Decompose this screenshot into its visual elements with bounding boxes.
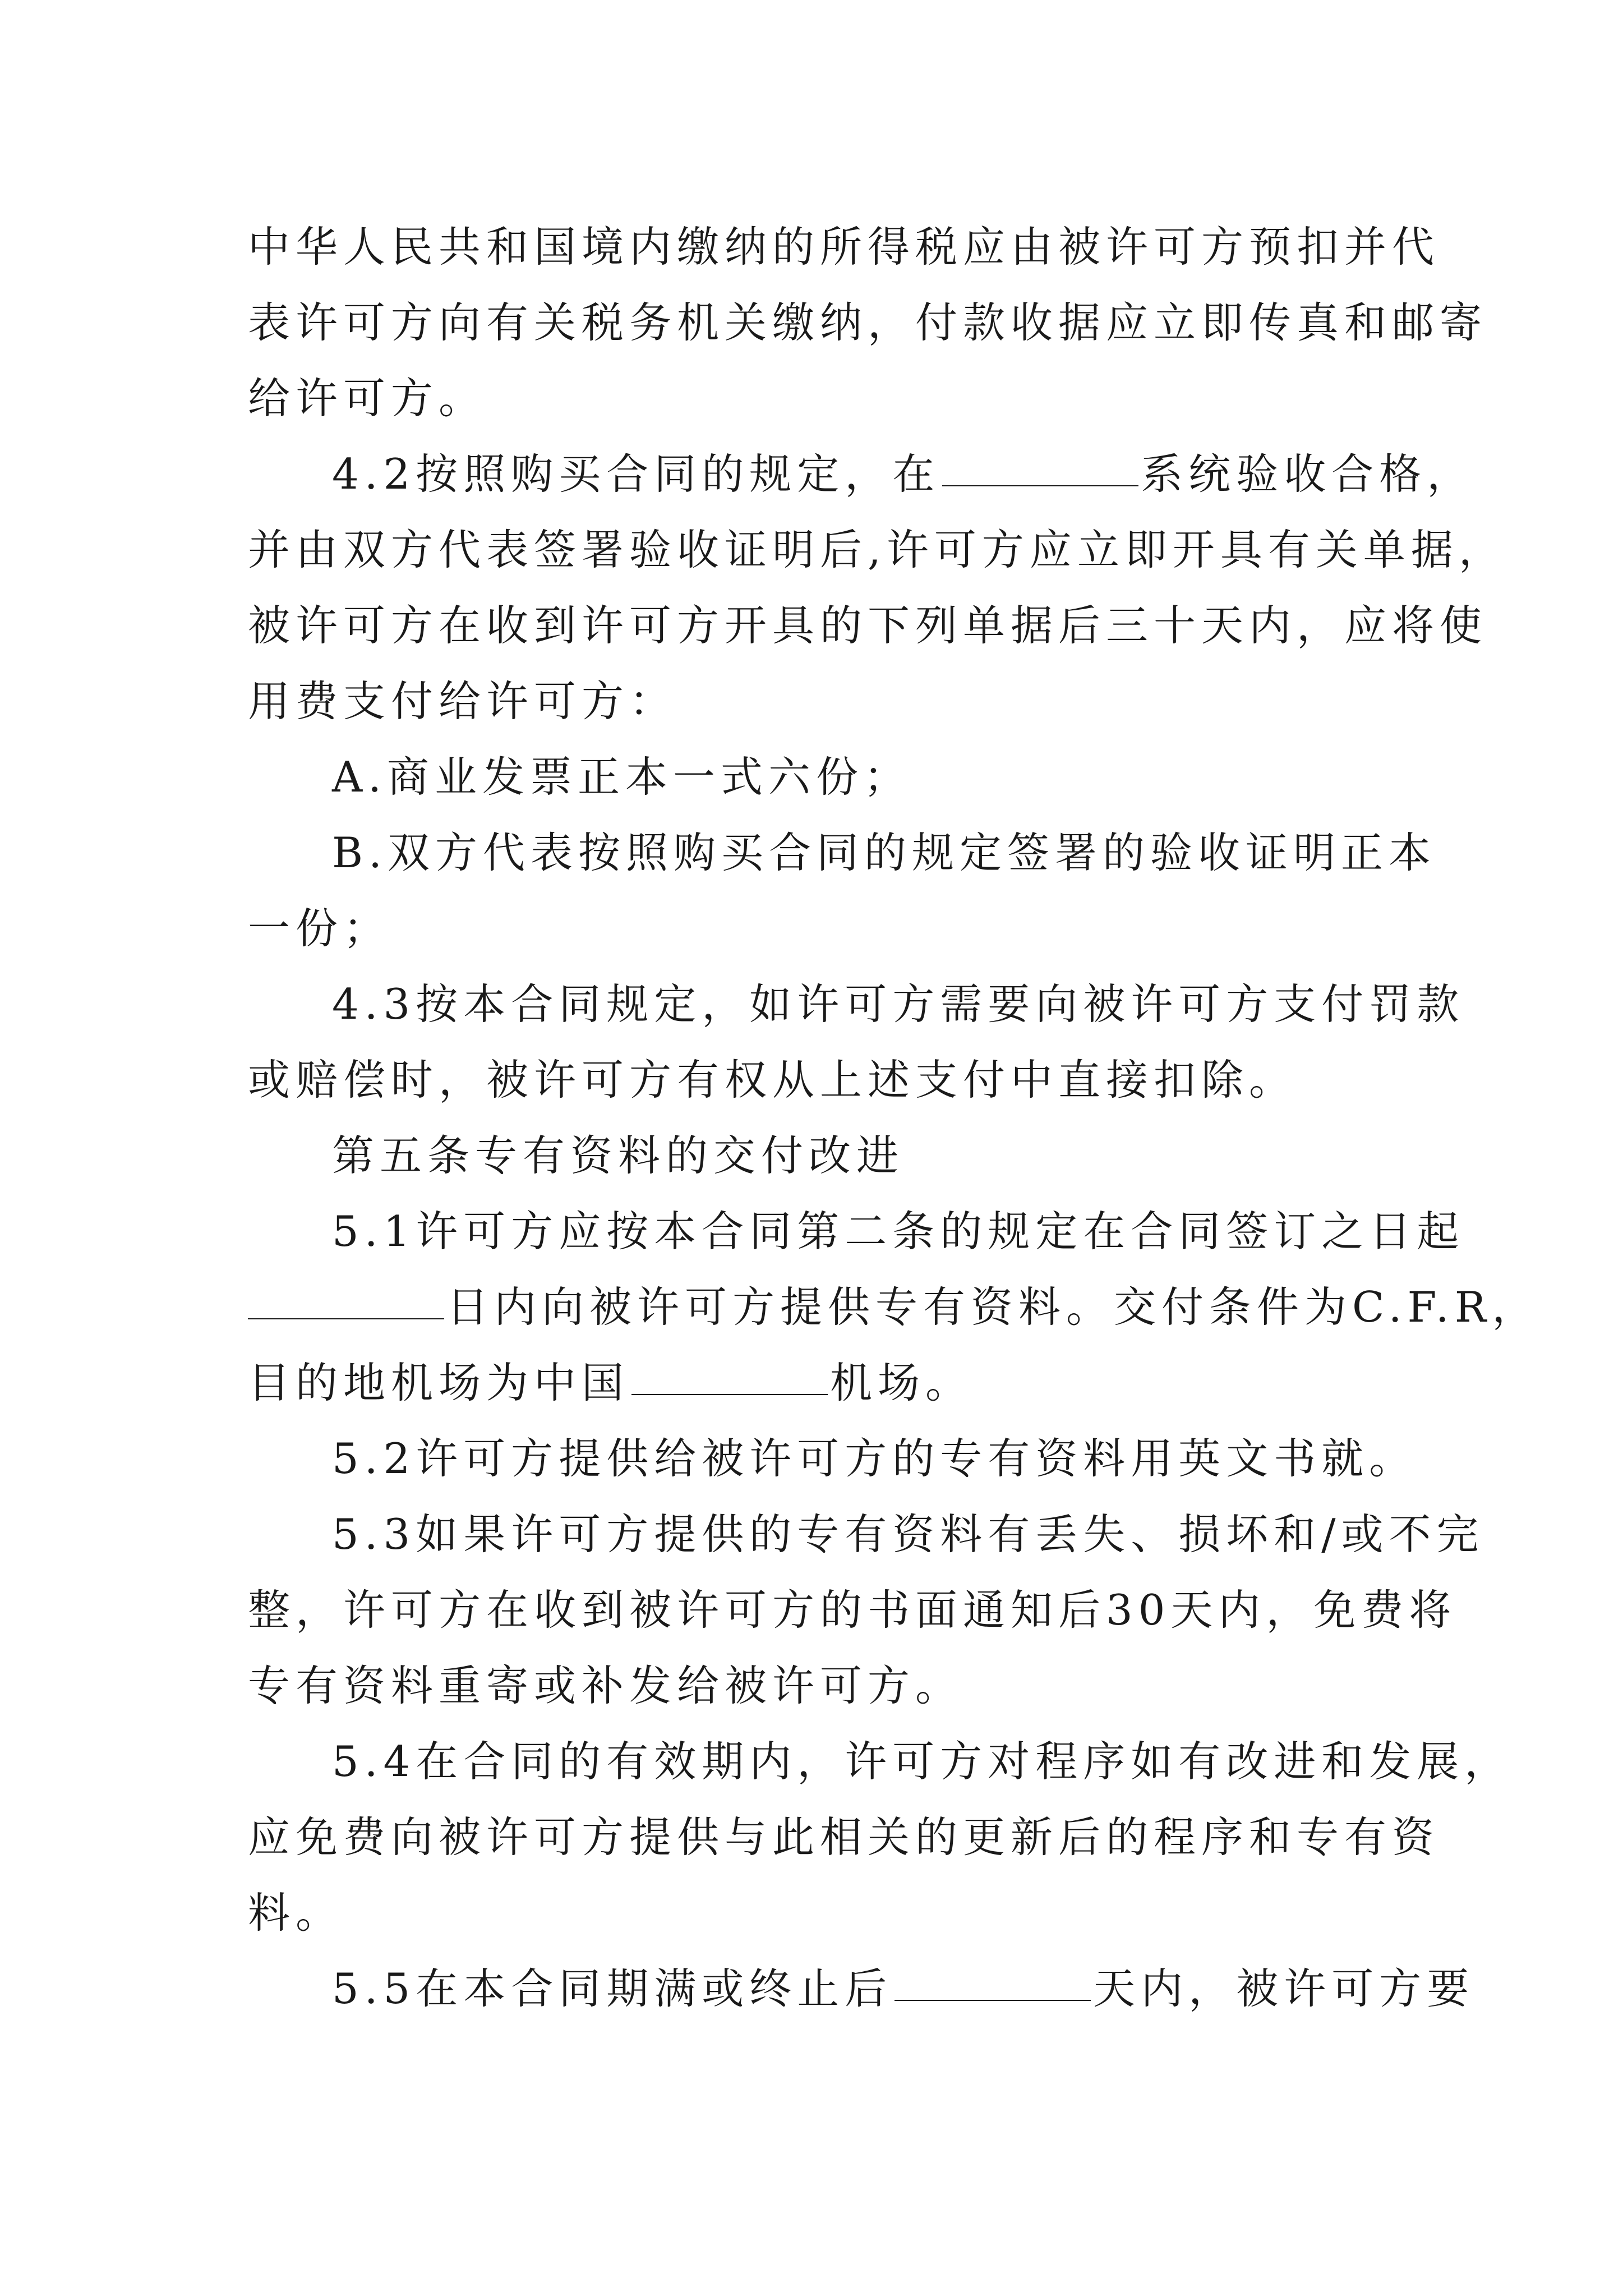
text-line [332,1416,1417,1501]
text: 5.1许可方应按本合同第二条的规定在合同签订之日起 [332,1207,1465,1256]
text: B.双方代表按照购买合同的规定签署的验收证明正本 [332,828,1436,877]
text-line [332,811,1436,895]
fill-in-blank [895,2000,1091,2001]
text: A.商业发票正本一式六份； [332,752,912,802]
text-line [332,432,1474,516]
text: 并由双方代表签署验收证明后,许可方应立即开具有关单据， [248,525,1506,574]
text: 5.2许可方提供给被许可方的专有资料用英文书就。 [332,1434,1417,1483]
fill-in-blank [942,485,1138,486]
text: 表许可方向有关税务机关缴纳，付款收据应立即传真和邮寄 [248,298,1488,347]
text: 天内，被许可方要 [1093,1964,1475,2013]
text-line [248,1341,973,1425]
text: 应免费向被许可方提供与此相关的更新后的程序和专有资 [248,1812,1440,1862]
text-line [332,1719,1512,1803]
text: 系统验收合格， [1141,449,1475,499]
text-line [248,886,391,970]
text: 日内向被许可方提供专有资料。交付条件为C.F.R， [446,1282,1540,1332]
text-line [248,1644,963,1728]
text: 或赔偿时，被许可方有权从上述支付中直接扣除。 [248,1055,1297,1105]
text-line [248,508,1506,592]
text-line [332,735,911,819]
text: 整，许可方在收到被许可方的书面通知后30天内，免费将 [248,1585,1457,1635]
text-line [248,1038,1297,1122]
text: 专有资料重寄或补发给被许可方。 [248,1661,963,1710]
text: 4.2按照购买合同的规定，在 [332,449,940,499]
text: 4.3按本合同规定，如许可方需要向被许可方支付罚款 [332,979,1465,1029]
text-line [248,1795,1440,1879]
text: 5.5在本合同期满或终止后 [332,1964,893,2013]
section-heading [332,1114,904,1198]
text-line [248,659,677,743]
text: 被许可方在收到许可方开具的下列单据后三十天内，应将使 [248,601,1488,650]
heading-text: 第五条专有资料的交付改进 [332,1131,905,1180]
text-line [248,1871,343,1955]
text: 一份； [248,904,391,953]
text: 用费支付给许可方： [248,677,677,726]
text-line [248,205,1440,289]
text: 5.3如果许可方提供的专有资料有丢失、损坏和/或不完 [332,1510,1484,1559]
text-line [332,1492,1484,1576]
text-line [248,356,486,440]
text: 给许可方。 [248,374,487,423]
text: 目的地机场为中国 [248,1358,630,1407]
text: 机场。 [830,1358,974,1407]
text-line [248,583,1487,668]
fill-in-blank [631,1394,828,1395]
text-line [248,1265,1539,1349]
text: 5.4在合同的有效期内，许可方对程序如有改进和发展， [332,1737,1513,1786]
fill-in-blank [248,1318,444,1319]
text-line [332,1947,1474,2031]
text: 中华人民共和国境内缴纳的所得税应由被许可方预扣并代 [248,222,1440,272]
text-line [248,1568,1456,1652]
text: 料。 [248,1888,344,1938]
text-line [248,280,1487,365]
text-line [332,962,1464,1046]
text-line [332,1189,1464,1273]
